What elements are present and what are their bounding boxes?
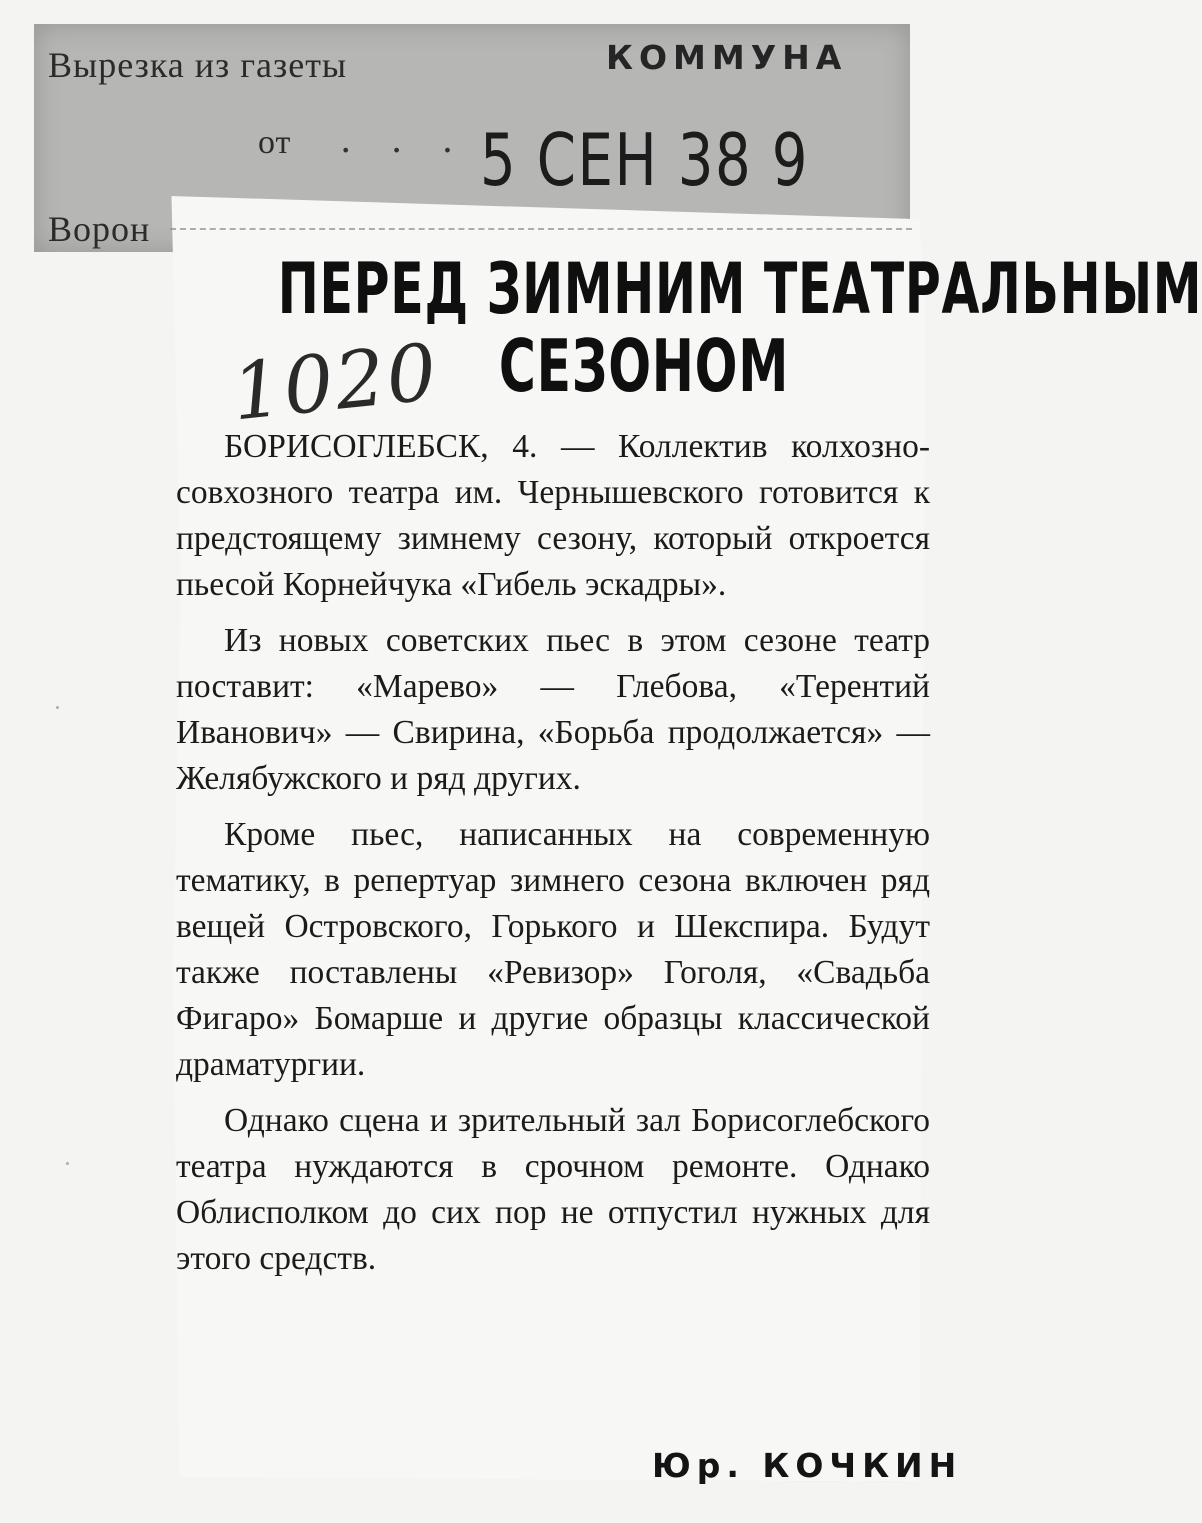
article-paragraph: Кроме пьес, написанных на современную тематику, в репертуар зимнего сезона включен ряд вещей Островского, Горького и Шекспира. Будут также поставлены «Ревизор» Гоголя, «Свадьба Фигаро» Бомарше и другие образцы классической драматургии. bbox=[176, 816, 930, 1083]
article-body bbox=[176, 424, 930, 1292]
article-byline: Юр. КОЧКИН bbox=[652, 1446, 963, 1485]
article-paragraph: Однако сцена и зрительный зал Борисоглебского театра нуждаются в срочном ремонте. Однако Облисполком до сих пор не отпустил нужных для этого средств. bbox=[176, 1102, 930, 1277]
stamp-source-label: Вырезка из газеты bbox=[48, 45, 348, 85]
stamp-date: 5 СЕН 38 9 bbox=[480, 118, 810, 202]
headline-line-1: ПЕРЕД ЗИМНИМ ТЕАТРАЛЬНЫМ bbox=[277, 248, 1202, 330]
paper-speck bbox=[66, 1162, 69, 1165]
article-paragraph: БОРИСОГЛЕБСК, 4. — Коллектив колхозно-совхозного театра им. Чернышевского готовится к предстоящему зимнему сезону, который откроется пьесой Корнейчука «Гибель эскадры». bbox=[176, 428, 930, 603]
stamp-dots: . . . bbox=[340, 120, 468, 161]
stamp-city-label: Ворон bbox=[48, 209, 151, 249]
article-paragraph: Из новых советских пьес в этом сезоне театр поставит: «Марево» — Глебова, «Терентий Иванович» — Свирина, «Борьба продолжается» — Желябужского и ряд других. bbox=[176, 622, 930, 797]
headline-line-2: СЕЗОНОМ bbox=[498, 324, 790, 408]
stamp-from-label: от bbox=[258, 124, 292, 161]
clipping-cut-edge bbox=[170, 228, 912, 230]
stamp-newspaper-name: КОММУНА bbox=[606, 38, 848, 77]
paper-speck bbox=[56, 706, 59, 709]
handwritten-number: 1020 bbox=[227, 327, 443, 439]
